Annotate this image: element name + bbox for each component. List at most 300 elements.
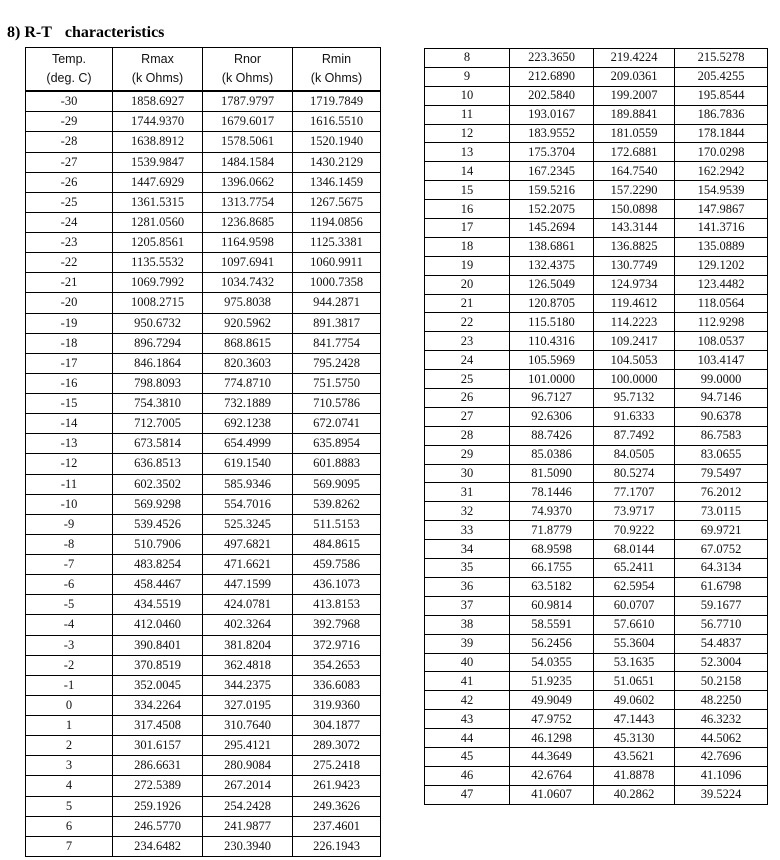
table-cell: 12 — [425, 124, 510, 143]
table-cell: 132.4375 — [510, 256, 594, 275]
table-cell: 25 — [425, 370, 510, 389]
table-cell: 672.0741 — [293, 414, 381, 434]
table-cell: 4 — [26, 776, 113, 796]
table-cell: 22 — [425, 313, 510, 332]
col-header-rnor-line2: (k Ohms) — [221, 71, 274, 85]
table-row — [26, 192, 381, 212]
table-cell: 167.2345 — [510, 162, 594, 181]
table-cell: 36 — [425, 577, 510, 596]
table-cell: 51.0651 — [594, 672, 675, 691]
table-cell: 20 — [425, 275, 510, 294]
table-cell: 101.0000 — [510, 370, 594, 389]
table-cell: 0 — [26, 695, 113, 715]
table-row — [26, 816, 381, 836]
table-cell: 362.4818 — [203, 655, 293, 675]
table-cell: 510.7906 — [113, 534, 203, 554]
table-row — [425, 49, 768, 68]
table-cell: 1578.5061 — [203, 132, 293, 152]
table-cell: 1744.9370 — [113, 112, 203, 132]
table-cell: 412.0460 — [113, 615, 203, 635]
table-cell: 143.3144 — [594, 219, 675, 238]
table-row — [425, 445, 768, 464]
table-cell: 44 — [425, 729, 510, 748]
table-cell: 47.9752 — [510, 710, 594, 729]
table-row — [425, 540, 768, 559]
table-cell: 92.6306 — [510, 407, 594, 426]
table-cell: 413.8153 — [293, 595, 381, 615]
table-cell: 246.5770 — [113, 816, 203, 836]
table-cell: 23 — [425, 332, 510, 351]
table-cell: 226.1943 — [293, 836, 381, 856]
table-cell: 78.1446 — [510, 483, 594, 502]
table-cell: 286.6631 — [113, 756, 203, 776]
table-cell: 63.5182 — [510, 577, 594, 596]
table-cell: 81.5090 — [510, 464, 594, 483]
table-cell: 795.2428 — [293, 353, 381, 373]
table-cell: 392.7968 — [293, 615, 381, 635]
table-cell: 48.2250 — [675, 691, 768, 710]
table-cell: 254.2428 — [203, 796, 293, 816]
table-cell: 975.8038 — [203, 293, 293, 313]
table-cell: 40 — [425, 653, 510, 672]
table-cell: 120.8705 — [510, 294, 594, 313]
table-cell: 635.8954 — [293, 434, 381, 454]
table-cell: 59.1677 — [675, 596, 768, 615]
table-row — [26, 132, 381, 152]
table-cell: 569.9095 — [293, 474, 381, 494]
table-row — [26, 273, 381, 293]
table-cell: 447.1599 — [203, 575, 293, 595]
section-title-word: characteristics — [64, 24, 165, 41]
table-cell: 636.8513 — [113, 454, 203, 474]
table-row — [26, 695, 381, 715]
rt-table-left — [25, 47, 381, 857]
table-cell: 114.2223 — [594, 313, 675, 332]
table-cell: 841.7754 — [293, 333, 381, 353]
table-cell: 124.9734 — [594, 275, 675, 294]
table-cell: 354.2653 — [293, 655, 381, 675]
table-cell: 73.9717 — [594, 502, 675, 521]
table-cell: 69.9721 — [675, 521, 768, 540]
table-row — [26, 575, 381, 595]
table-row — [26, 494, 381, 514]
col-header-temp-line2: (deg. C) — [46, 71, 92, 85]
table-cell: 554.7016 — [203, 494, 293, 514]
table-cell: 112.9298 — [675, 313, 768, 332]
table-cell: 14 — [425, 162, 510, 181]
col-header-rmax — [113, 48, 203, 92]
table-row — [26, 233, 381, 253]
table-cell: 193.0167 — [510, 105, 594, 124]
table-cell: 920.5962 — [203, 313, 293, 333]
table-row — [26, 253, 381, 273]
table-cell: 181.0559 — [594, 124, 675, 143]
table-cell: 7 — [26, 836, 113, 856]
table-cell: 202.5840 — [510, 86, 594, 105]
table-row — [26, 675, 381, 695]
table-cell: 267.2014 — [203, 776, 293, 796]
table-cell: 115.5180 — [510, 313, 594, 332]
table-cell: 1267.5675 — [293, 192, 381, 212]
table-cell: -29 — [26, 112, 113, 132]
table-cell: 189.8841 — [594, 105, 675, 124]
table-cell: 1313.7754 — [203, 192, 293, 212]
table-cell: 108.0537 — [675, 332, 768, 351]
table-cell: 896.7294 — [113, 333, 203, 353]
table-row — [425, 634, 768, 653]
table-cell: 390.8401 — [113, 635, 203, 655]
table-cell: 31 — [425, 483, 510, 502]
table-row — [26, 736, 381, 756]
table-cell: -3 — [26, 635, 113, 655]
table-cell: 60.9814 — [510, 596, 594, 615]
table-cell: 8 — [425, 49, 510, 68]
table-cell: 710.5786 — [293, 394, 381, 414]
table-cell: 40.2862 — [594, 785, 675, 804]
table-cell: 105.5969 — [510, 351, 594, 370]
table-cell: 61.6798 — [675, 577, 768, 596]
table-row — [425, 237, 768, 256]
table-row — [26, 454, 381, 474]
table-cell: 230.3940 — [203, 836, 293, 856]
table-cell: 39 — [425, 634, 510, 653]
rt-table-left-header — [26, 48, 381, 92]
table-cell: 83.0655 — [675, 445, 768, 464]
col-header-rmax-line2: (k Ohms) — [131, 71, 184, 85]
table-cell: 261.9423 — [293, 776, 381, 796]
table-cell: 172.6881 — [594, 143, 675, 162]
table-cell: 539.8262 — [293, 494, 381, 514]
table-cell: 64.3134 — [675, 559, 768, 578]
table-cell: 891.3817 — [293, 313, 381, 333]
table-cell: 511.5153 — [293, 514, 381, 534]
table-cell: 170.0298 — [675, 143, 768, 162]
table-row — [425, 615, 768, 634]
table-cell: 319.9360 — [293, 695, 381, 715]
table-row — [425, 426, 768, 445]
table-cell: -17 — [26, 353, 113, 373]
table-cell: -7 — [26, 555, 113, 575]
table-cell: 150.0898 — [594, 200, 675, 219]
table-cell: 175.3704 — [510, 143, 594, 162]
table-cell: 336.6083 — [293, 675, 381, 695]
table-cell: 85.0386 — [510, 445, 594, 464]
table-row — [26, 474, 381, 494]
table-cell: 950.6732 — [113, 313, 203, 333]
table-cell: 70.9222 — [594, 521, 675, 540]
table-cell: 17 — [425, 219, 510, 238]
table-cell: 10 — [425, 86, 510, 105]
table-cell: 5 — [26, 796, 113, 816]
table-cell: 16 — [425, 200, 510, 219]
table-cell: 372.9716 — [293, 635, 381, 655]
table-cell: -25 — [26, 192, 113, 212]
table-cell: 1205.8561 — [113, 233, 203, 253]
table-row — [425, 559, 768, 578]
table-cell: 2 — [26, 736, 113, 756]
table-cell: -28 — [26, 132, 113, 152]
table-cell: 352.0045 — [113, 675, 203, 695]
table-cell: 71.8779 — [510, 521, 594, 540]
table-cell: 1858.6927 — [113, 91, 203, 112]
table-row — [425, 577, 768, 596]
table-cell: 95.7132 — [594, 389, 675, 408]
table-cell: 280.9084 — [203, 756, 293, 776]
rt-table-right-body — [425, 49, 768, 805]
table-cell: 751.5750 — [293, 373, 381, 393]
table-row — [425, 105, 768, 124]
table-cell: 234.6482 — [113, 836, 203, 856]
table-cell: 619.1540 — [203, 454, 293, 474]
table-cell: 483.8254 — [113, 555, 203, 575]
col-header-rmin — [293, 48, 381, 92]
table-cell: 104.5053 — [594, 351, 675, 370]
table-cell: 96.7127 — [510, 389, 594, 408]
table-row — [425, 294, 768, 313]
table-cell: 183.9552 — [510, 124, 594, 143]
table-cell: 47.1443 — [594, 710, 675, 729]
table-cell: 1000.7358 — [293, 273, 381, 293]
table-cell: 259.1926 — [113, 796, 203, 816]
table-cell: -23 — [26, 233, 113, 253]
col-header-rnor-line1: Rnor — [233, 51, 262, 66]
table-cell: 1164.9598 — [203, 233, 293, 253]
table-cell: 53.1635 — [594, 653, 675, 672]
table-cell: 317.4508 — [113, 716, 203, 736]
table-cell: 27 — [425, 407, 510, 426]
col-header-rmin-line1: Rmin — [321, 51, 352, 66]
table-cell: 1069.7992 — [113, 273, 203, 293]
table-cell: -2 — [26, 655, 113, 675]
table-cell: 67.0752 — [675, 540, 768, 559]
table-cell: 42.7696 — [675, 747, 768, 766]
table-cell: -20 — [26, 293, 113, 313]
table-row — [26, 555, 381, 575]
table-row — [425, 181, 768, 200]
table-cell: -6 — [26, 575, 113, 595]
table-row — [425, 351, 768, 370]
table-row — [26, 434, 381, 454]
table-cell: 100.0000 — [594, 370, 675, 389]
table-cell: 123.4482 — [675, 275, 768, 294]
table-cell: 18 — [425, 237, 510, 256]
table-row — [425, 256, 768, 275]
table-cell: 99.0000 — [675, 370, 768, 389]
col-header-temp — [26, 48, 113, 92]
table-row — [425, 389, 768, 408]
table-row — [425, 729, 768, 748]
table-cell: 732.1889 — [203, 394, 293, 414]
table-cell: 6 — [26, 816, 113, 836]
table-row — [425, 275, 768, 294]
table-row — [425, 67, 768, 86]
table-cell: 402.3264 — [203, 615, 293, 635]
table-cell: 1008.2715 — [113, 293, 203, 313]
table-cell: 136.8825 — [594, 237, 675, 256]
table-cell: 424.0781 — [203, 595, 293, 615]
table-cell: 41 — [425, 672, 510, 691]
table-cell: 272.5389 — [113, 776, 203, 796]
table-row — [425, 200, 768, 219]
table-cell: -22 — [26, 253, 113, 273]
table-cell: 846.1864 — [113, 353, 203, 373]
table-cell: 42 — [425, 691, 510, 710]
table-row — [26, 152, 381, 172]
table-cell: 35 — [425, 559, 510, 578]
table-cell: 126.5049 — [510, 275, 594, 294]
table-cell: 159.5216 — [510, 181, 594, 200]
table-cell: 28 — [425, 426, 510, 445]
table-cell: 56.7710 — [675, 615, 768, 634]
table-row — [425, 691, 768, 710]
table-cell: 1787.9797 — [203, 91, 293, 112]
table-cell: 24 — [425, 351, 510, 370]
table-cell: 73.0115 — [675, 502, 768, 521]
table-cell: 41.0607 — [510, 785, 594, 804]
table-cell: -16 — [26, 373, 113, 393]
table-row — [26, 756, 381, 776]
table-cell: -5 — [26, 595, 113, 615]
table-cell: 289.3072 — [293, 736, 381, 756]
table-cell: 43.5621 — [594, 747, 675, 766]
table-cell: -27 — [26, 152, 113, 172]
table-cell: 154.9539 — [675, 181, 768, 200]
table-cell: 94.7146 — [675, 389, 768, 408]
table-cell: 654.4999 — [203, 434, 293, 454]
table-cell: 569.9298 — [113, 494, 203, 514]
table-cell: 29 — [425, 445, 510, 464]
table-cell: 459.7586 — [293, 555, 381, 575]
table-cell: 525.3245 — [203, 514, 293, 534]
table-row — [26, 394, 381, 414]
table-cell: 1125.3381 — [293, 233, 381, 253]
table-cell: 205.4255 — [675, 67, 768, 86]
table-cell: 129.1202 — [675, 256, 768, 275]
table-cell: 39.5224 — [675, 785, 768, 804]
table-cell: -26 — [26, 172, 113, 192]
table-row — [425, 407, 768, 426]
table-cell: 774.8710 — [203, 373, 293, 393]
col-header-rnor — [203, 48, 293, 92]
table-row — [425, 124, 768, 143]
table-cell: 1097.6941 — [203, 253, 293, 273]
table-cell: 219.4224 — [594, 49, 675, 68]
table-cell: 74.9370 — [510, 502, 594, 521]
table-row — [425, 464, 768, 483]
table-cell: 1135.5532 — [113, 253, 203, 273]
table-cell: 215.5278 — [675, 49, 768, 68]
table-row — [425, 162, 768, 181]
table-cell: 80.5274 — [594, 464, 675, 483]
table-cell: 38 — [425, 615, 510, 634]
table-cell: 820.3603 — [203, 353, 293, 373]
table-cell: 103.4147 — [675, 351, 768, 370]
table-row — [425, 313, 768, 332]
table-cell: 301.6157 — [113, 736, 203, 756]
table-cell: 68.9598 — [510, 540, 594, 559]
table-cell: 944.2871 — [293, 293, 381, 313]
table-cell: 497.6821 — [203, 534, 293, 554]
table-cell: 602.3502 — [113, 474, 203, 494]
table-cell: -9 — [26, 514, 113, 534]
table-cell: 1430.2129 — [293, 152, 381, 172]
table-cell: 41.1096 — [675, 766, 768, 785]
table-cell: 370.8519 — [113, 655, 203, 675]
table-cell: 798.8093 — [113, 373, 203, 393]
table-cell: -1 — [26, 675, 113, 695]
table-cell: 434.5519 — [113, 595, 203, 615]
table-row — [26, 655, 381, 675]
table-cell: 692.1238 — [203, 414, 293, 434]
table-cell: 712.7005 — [113, 414, 203, 434]
table-cell: 1719.7849 — [293, 91, 381, 112]
table-row — [26, 333, 381, 353]
table-row — [26, 313, 381, 333]
table-row — [425, 219, 768, 238]
table-cell: 1539.9847 — [113, 152, 203, 172]
table-row — [26, 534, 381, 554]
table-row — [26, 615, 381, 635]
table-cell: 1346.1459 — [293, 172, 381, 192]
table-cell: 275.2418 — [293, 756, 381, 776]
table-cell: -15 — [26, 394, 113, 414]
table-row — [26, 796, 381, 816]
rt-table-right — [424, 48, 768, 805]
table-cell: 1281.0560 — [113, 212, 203, 232]
table-row — [425, 502, 768, 521]
table-cell: 86.7583 — [675, 426, 768, 445]
table-cell: 46 — [425, 766, 510, 785]
table-cell: 209.0361 — [594, 67, 675, 86]
table-cell: 249.3626 — [293, 796, 381, 816]
table-cell: 62.5954 — [594, 577, 675, 596]
table-cell: 1616.5510 — [293, 112, 381, 132]
table-cell: 91.6333 — [594, 407, 675, 426]
table-row — [26, 595, 381, 615]
table-row — [26, 112, 381, 132]
table-row — [26, 635, 381, 655]
table-cell: -24 — [26, 212, 113, 232]
table-cell: -30 — [26, 91, 113, 112]
rt-table-left-body — [26, 91, 381, 857]
table-cell: 15 — [425, 181, 510, 200]
table-cell: 19 — [425, 256, 510, 275]
table-row — [26, 353, 381, 373]
table-row — [425, 370, 768, 389]
table-cell: 241.9877 — [203, 816, 293, 836]
table-cell: -10 — [26, 494, 113, 514]
table-cell: 56.2456 — [510, 634, 594, 653]
table-cell: 37 — [425, 596, 510, 615]
table-row — [26, 293, 381, 313]
table-cell: 9 — [425, 67, 510, 86]
table-cell: 1194.0856 — [293, 212, 381, 232]
table-cell: 54.4837 — [675, 634, 768, 653]
table-cell: 1638.8912 — [113, 132, 203, 152]
table-cell: 199.2007 — [594, 86, 675, 105]
table-row — [26, 172, 381, 192]
table-cell: 65.2411 — [594, 559, 675, 578]
table-cell: 11 — [425, 105, 510, 124]
table-cell: 57.6610 — [594, 615, 675, 634]
table-row — [26, 514, 381, 534]
table-cell: 157.2290 — [594, 181, 675, 200]
table-cell: 46.3232 — [675, 710, 768, 729]
table-cell: 1236.8685 — [203, 212, 293, 232]
table-cell: 141.3716 — [675, 219, 768, 238]
table-cell: 43 — [425, 710, 510, 729]
section-title-number: 8) R-T — [7, 24, 52, 41]
